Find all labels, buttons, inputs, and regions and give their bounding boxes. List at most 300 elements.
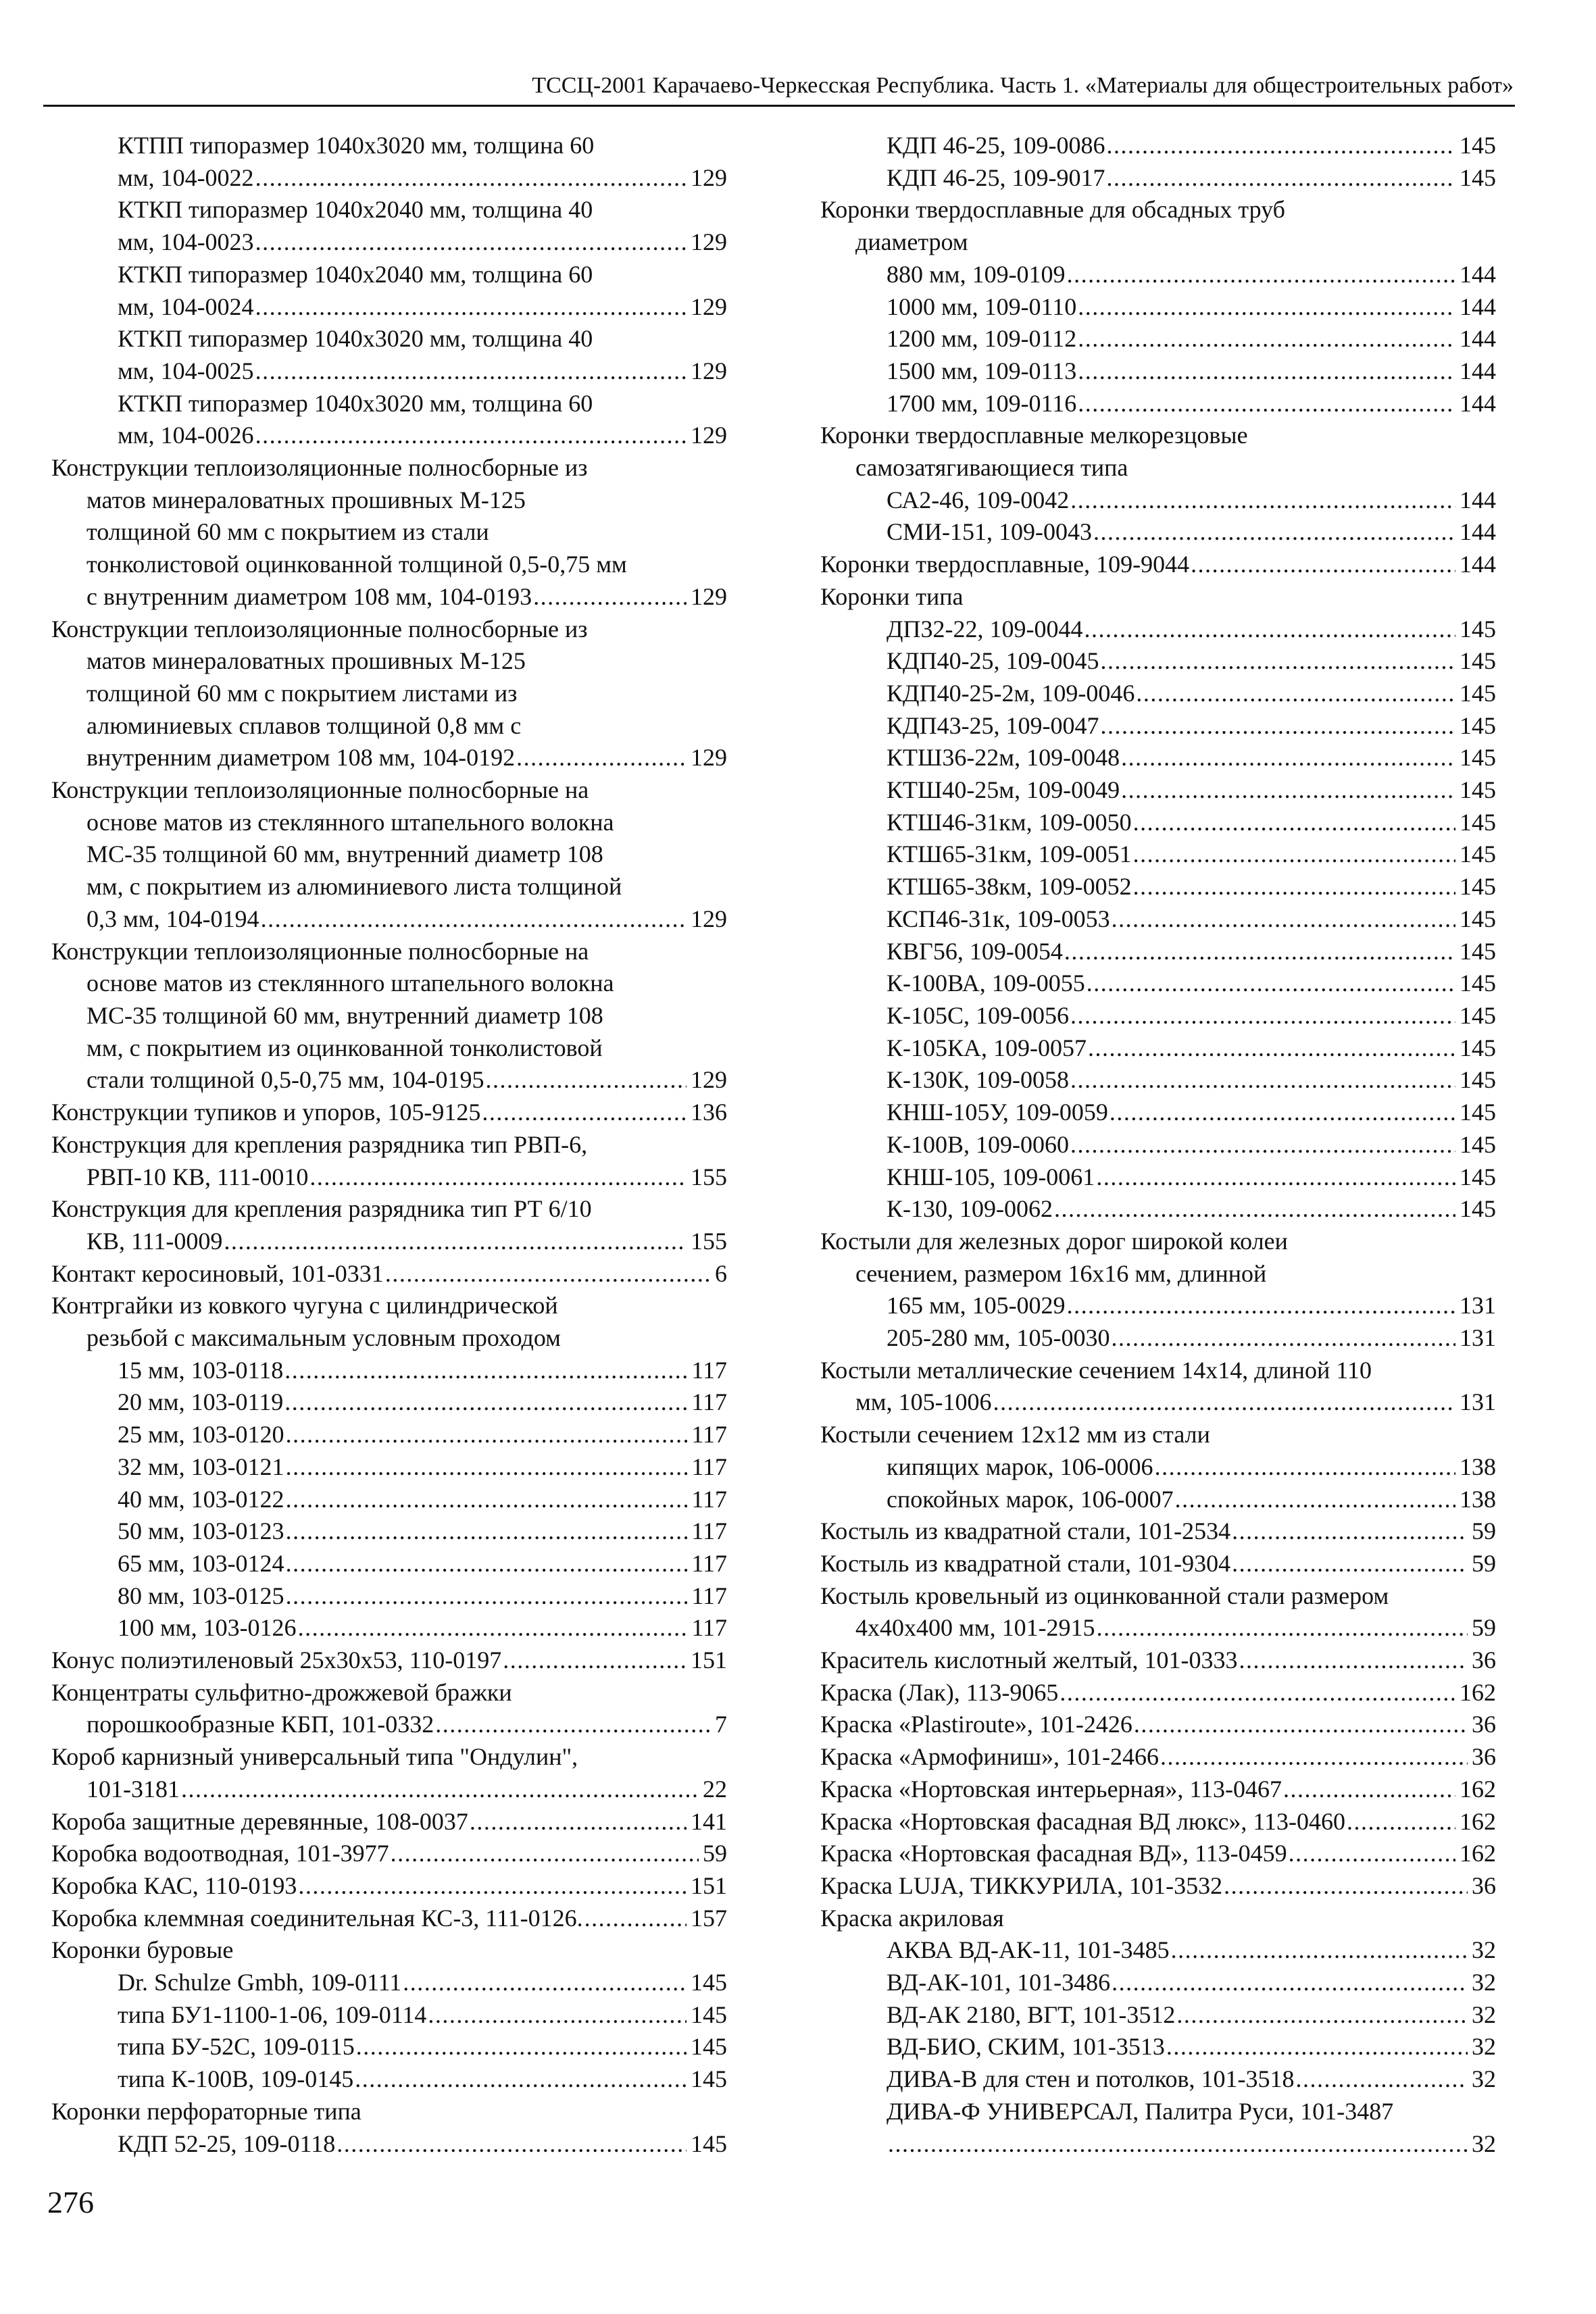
index-entry [51, 1806, 727, 1838]
index-page-ref: 145 [1460, 647, 1496, 675]
index-entry [820, 484, 1496, 517]
dot-leader [1087, 967, 1455, 1000]
dot-leader [255, 420, 687, 452]
index-entry [51, 1709, 727, 1741]
index-entry [820, 1806, 1496, 1838]
index-entry-label: КНШ-105, 109-0061 [887, 1163, 1095, 1190]
dot-leader [1070, 484, 1455, 517]
index-page-ref: 151 [691, 1646, 727, 1674]
index-page-ref: 145 [1460, 1163, 1496, 1190]
index-entry [820, 1644, 1496, 1677]
index-entry-label: 50 мм, 103-0123 [118, 1517, 284, 1545]
index-entry-label: 4х40х400 мм, 101-2915 [855, 1614, 1095, 1642]
index-heading: Конструкция для крепления разрядника тип РВП-6, [51, 1130, 588, 1158]
index-entry-label: 880 мм, 109-0109 [887, 260, 1066, 288]
dot-leader [255, 355, 687, 388]
index-entry [51, 742, 727, 774]
index-page-ref: 162 [1460, 1807, 1496, 1835]
index-heading: Коронки твердосплавные мелкорезцовые [820, 422, 1248, 449]
dot-leader [298, 1870, 687, 1903]
index-entry-label: Dr. Schulze Gmbh, 109-0111 [118, 1969, 402, 1996]
dot-leader [888, 2128, 1468, 2161]
index-entry-label: ВД-АК 2180, ВГТ, 101-3512 [887, 2001, 1176, 2028]
index-page-ref: 145 [1460, 1130, 1496, 1158]
index-entry-label: КДП 52-25, 109-0118 [118, 2130, 336, 2157]
index-entry-label: КДП43-25, 109-0047 [887, 711, 1099, 739]
dot-leader [286, 1484, 688, 1516]
index-page-ref: 32 [1472, 2001, 1496, 2028]
index-entry-label: КДП 46-25, 109-9017 [887, 164, 1105, 191]
dot-leader [356, 2031, 687, 2063]
dot-leader [286, 1548, 688, 1580]
index-page-ref: 145 [1460, 744, 1496, 772]
index-page-ref: 145 [1460, 970, 1496, 997]
index-entry-label: 1000 мм, 109-0110 [887, 293, 1077, 320]
dot-leader [1155, 1451, 1455, 1484]
index-entry-label: стали толщиной 0,5-0,75 мм, 104-0195 [86, 1066, 484, 1094]
index-entry-label: ДИВА-В для стен и потолков, 101-3518 [887, 2065, 1295, 2093]
index-page-ref: 162 [1460, 1840, 1496, 1867]
index-entry-label: АКВА ВД-АК-11, 101-3485 [887, 1936, 1170, 1964]
index-entry-label: Костыль из квадратной стали, 101-9304 [820, 1549, 1231, 1577]
index-page-ref: 32 [1472, 2033, 1496, 2061]
index-entry-label: КДП 46-25, 109-0086 [887, 132, 1105, 159]
index-entry [51, 1386, 727, 1419]
index-entry [820, 355, 1496, 388]
index-entry [51, 1903, 727, 1935]
index-entry-label: СА2-46, 109-0042 [887, 486, 1070, 513]
index-entry-label: КСП46-31к, 109-0053 [887, 905, 1110, 932]
index-page-ref: 145 [1460, 1099, 1496, 1126]
dot-leader [1289, 1838, 1455, 1870]
dot-leader [1093, 516, 1455, 549]
index-entry [51, 1548, 727, 1580]
dot-leader [1112, 1967, 1468, 1999]
index-page-ref: 117 [691, 1549, 727, 1577]
index-entry [820, 1322, 1496, 1355]
index-entry-label: Коробка водоотводная, 101-3977 [51, 1840, 389, 1867]
dot-leader [224, 1226, 687, 1258]
index-entry [51, 355, 727, 388]
index-page-ref: 162 [1460, 1678, 1496, 1706]
index-entry-label: 165 мм, 105-0029 [887, 1292, 1066, 1319]
index-entry [820, 1838, 1496, 1870]
index-heading: мм, с покрытием из оцинкованной тонколистовой [86, 1034, 603, 1061]
index-entry [820, 1129, 1496, 1161]
index-entry-label: мм, 104-0022 [118, 164, 254, 191]
index-entry-label: ДП32-22, 109-0044 [887, 615, 1083, 643]
index-heading: Костыли для железных дорог широкой колеи [820, 1227, 1288, 1255]
index-page-ref: 144 [1460, 551, 1496, 578]
index-page-ref: 151 [691, 1871, 727, 1899]
index-page-ref: 129 [691, 582, 727, 610]
index-page-ref: 145 [691, 2130, 727, 2157]
index-page-ref: 59 [1472, 1549, 1496, 1577]
index-entry [51, 1774, 727, 1806]
index-heading: Коронки перфораторные типа [51, 2097, 361, 2125]
dot-leader [482, 1097, 687, 1129]
index-page-ref: 129 [691, 905, 727, 932]
index-entry [51, 1064, 727, 1097]
dot-leader [1112, 903, 1455, 936]
index-page-ref: 36 [1472, 1711, 1496, 1738]
index-page-ref: 138 [1460, 1485, 1496, 1513]
index-page-ref: 32 [1472, 2065, 1496, 2093]
index-entry-label: Коробка КАС, 110-0193 [51, 1871, 297, 1899]
dot-leader [470, 1806, 687, 1838]
index-page-ref: 36 [1472, 1646, 1496, 1674]
index-page-ref: 117 [691, 1582, 727, 1609]
index-entry [51, 1451, 727, 1484]
dot-leader [1176, 1999, 1468, 2032]
index-entry-label: Конус полиэтиленовый 25х30х53, 110-0197 [51, 1646, 502, 1674]
index-page-ref: 129 [691, 293, 727, 320]
index-entry [51, 226, 727, 259]
index-heading: Конструкция для крепления разрядника тип РТ 6/10 [51, 1195, 592, 1223]
index-entry [820, 742, 1496, 774]
index-entry [820, 1515, 1496, 1548]
dot-leader [284, 1386, 687, 1419]
index-entry-label: 15 мм, 103-0118 [118, 1356, 284, 1384]
index-entry [820, 871, 1496, 903]
dot-leader [1121, 742, 1455, 774]
index-entry-label: типа БУ-52С, 109-0115 [118, 2033, 355, 2061]
index-entry-label: мм, 104-0023 [118, 228, 254, 256]
index-entry-label: К-130, 109-0062 [887, 1195, 1053, 1223]
index-entry [51, 1644, 727, 1677]
index-page-ref: 131 [1460, 1388, 1496, 1416]
index-page-ref: 144 [1460, 389, 1496, 417]
index-heading: диаметром [855, 228, 968, 256]
index-page-ref: 144 [1460, 518, 1496, 546]
index-entry-label: 65 мм, 103-0124 [118, 1549, 284, 1577]
index-entry [820, 1484, 1496, 1516]
index-entry [820, 549, 1496, 581]
index-entry-label: КДП40-25, 109-0045 [887, 647, 1099, 675]
index-entry [820, 323, 1496, 355]
index-entry [820, 516, 1496, 549]
index-heading: Коронки буровые [51, 1936, 234, 1964]
index-entry-label: Костыль из квадратной стали, 101-2534 [820, 1517, 1231, 1545]
index-entry-label: 100 мм, 103-0126 [118, 1614, 297, 1642]
index-page-ref: 144 [1460, 325, 1496, 353]
index-entry-label: 32 мм, 103-0121 [118, 1453, 284, 1480]
index-entry [820, 903, 1496, 936]
index-heading: КТПП типоразмер 1040х3020 мм, толщина 60 [118, 132, 595, 159]
dot-leader [1232, 1548, 1468, 1580]
index-heading: ДИВА-Ф УНИВЕРСАЛ, Палитра Руси, 101-3487 [887, 2097, 1394, 2125]
dot-leader [1070, 1064, 1455, 1097]
index-page-ref: 129 [691, 228, 727, 256]
index-heading: сечением, размером 16х16 мм, длинной [855, 1259, 1267, 1287]
index-entry-label: мм, 104-0026 [118, 422, 254, 449]
dot-leader [1078, 355, 1455, 388]
index-entry [820, 774, 1496, 807]
index-entry-label: КТШ46-31км, 109-0050 [887, 808, 1132, 836]
index-entry [820, 1000, 1496, 1032]
index-heading: Костыль кровельный из оцинкованной стали размером [820, 1582, 1389, 1609]
index-entry [51, 1967, 727, 1999]
dot-leader [286, 1515, 688, 1548]
index-entry-label: кипящих марок, 106-0006 [887, 1453, 1153, 1480]
index-entry [820, 1999, 1496, 2032]
index-page-ref: 145 [1460, 1001, 1496, 1029]
index-heading: основе матов из стеклянного штапельного волокна [86, 970, 614, 997]
index-entry-label: КТШ65-38км, 109-0052 [887, 873, 1132, 901]
index-entry-label: К-100ВА, 109-0055 [887, 970, 1085, 997]
index-entry [51, 2128, 727, 2161]
index-page-ref: 36 [1472, 1871, 1496, 1899]
header-rule [43, 105, 1515, 107]
dot-leader [355, 2063, 687, 2096]
dot-leader [993, 1386, 1455, 1419]
running-header: ТССЦ-2001 Карачаево-Черкесская Республика. Часть 1. «Материалы для общестроительных работ» [532, 73, 1514, 98]
dot-leader [385, 1258, 711, 1290]
dot-leader [533, 581, 687, 613]
index-page-ref: 129 [691, 1066, 727, 1094]
index-entry-label: Краска «Plastiroute», 101-2426 [820, 1711, 1132, 1738]
index-heading: мм, с покрытием из алюминиевого листа толщиной [86, 873, 622, 901]
index-page-ref: 59 [1472, 1517, 1496, 1545]
dot-leader [1232, 1515, 1468, 1548]
index-page-ref: 145 [1460, 711, 1496, 739]
dot-leader [181, 1774, 699, 1806]
dot-leader [1078, 291, 1455, 324]
index-page-ref: 145 [1460, 776, 1496, 804]
dot-leader [1134, 1709, 1468, 1741]
index-page-ref: 32 [1472, 2130, 1496, 2157]
index-page-ref: 145 [1460, 615, 1496, 643]
index-heading: Конструкции теплоизоляционные полносборные из [51, 615, 588, 643]
index-entry-label: ВД-БИО, СКИМ, 101-3513 [887, 2033, 1165, 2061]
index-entry-label: КТШ36-22м, 109-0048 [887, 744, 1120, 772]
index-heading: КТКП типоразмер 1040х2040 мм, толщина 60 [118, 260, 593, 288]
index-heading: Концентраты сульфитно-дрожжевой бражки [51, 1678, 512, 1706]
index-entry-label: 40 мм, 103-0122 [118, 1485, 284, 1513]
dot-leader [298, 1612, 688, 1644]
index-entry [820, 1548, 1496, 1580]
index-entry-label: К-105КА, 109-0057 [887, 1034, 1087, 1061]
index-entry [51, 420, 727, 452]
index-heading: Конструкции теплоизоляционные полносборные на [51, 937, 589, 965]
index-heading: Короб карнизный универсальный типа "Ондулин", [51, 1743, 578, 1771]
dot-leader [286, 1580, 688, 1613]
index-entry [820, 1097, 1496, 1129]
index-entry [51, 1258, 727, 1290]
dot-leader [1175, 1484, 1455, 1516]
index-entry [820, 1709, 1496, 1741]
index-page-ref: 155 [691, 1227, 727, 1255]
index-entry-label: мм, 104-0025 [118, 357, 254, 384]
dot-leader [1133, 838, 1455, 871]
dot-leader [1136, 678, 1455, 710]
index-page-ref: 59 [1472, 1614, 1496, 1642]
index-heading: резьбой с максимальным условным проходом [86, 1324, 561, 1352]
index-page-ref: 136 [691, 1099, 727, 1126]
index-page-ref: 129 [691, 164, 727, 191]
index-page-ref: 117 [691, 1421, 727, 1449]
index-entry [820, 645, 1496, 678]
index-page-ref: 145 [1460, 1066, 1496, 1094]
index-page-ref: 162 [1460, 1775, 1496, 1803]
index-page-ref: 22 [703, 1775, 727, 1803]
index-entry [51, 162, 727, 195]
index-heading: Краска акриловая [820, 1904, 1004, 1932]
index-entry-label: спокойных марок, 106-0007 [887, 1485, 1174, 1513]
index-page-ref: 144 [1460, 486, 1496, 513]
page-number: 276 [47, 2185, 94, 2219]
index-entry-label: Конструкции тупиков и упоров, 105-9125 [51, 1099, 481, 1126]
index-page-ref: 117 [691, 1453, 727, 1480]
index-entry [51, 1226, 727, 1258]
index-entry-label: внутренним диаметром 108 мм, 104-0192 [86, 744, 516, 772]
index-page-ref: 145 [1460, 132, 1496, 159]
index-entry [820, 1870, 1496, 1903]
dot-leader [1107, 162, 1455, 195]
index-heading: Контргайки из ковкого чугуна с цилиндрической [51, 1292, 558, 1319]
dot-leader [503, 1644, 687, 1677]
index-entry-label: 1200 мм, 109-0112 [887, 325, 1077, 353]
index-entry [51, 581, 727, 613]
index-entry [51, 1161, 727, 1194]
index-page-ref: 117 [691, 1485, 727, 1513]
index-heading: толщиной 60 мм с покрытием листами из [86, 679, 518, 707]
dot-leader [1160, 1741, 1468, 1774]
dot-leader [336, 2128, 687, 2161]
index-heading: Коронки твердосплавные для обсадных труб [820, 196, 1285, 224]
index-page-ref: 145 [1460, 1195, 1496, 1223]
dot-leader [1224, 1870, 1468, 1903]
index-entry [51, 1580, 727, 1613]
index-entry [820, 1064, 1496, 1097]
index-page-ref: 117 [691, 1356, 727, 1384]
index-page-ref: 155 [691, 1163, 727, 1190]
index-heading: КТКП типоразмер 1040х3020 мм, толщина 40 [118, 325, 593, 353]
index-entry [820, 710, 1496, 743]
index-heading: основе матов из стеклянного штапельного волокна [86, 808, 614, 836]
index-entry-label: КНШ-105У, 109-0059 [887, 1099, 1108, 1126]
dot-leader [1059, 1677, 1455, 1709]
index-heading: КТКП типоразмер 1040х3020 мм, толщина 60 [118, 389, 593, 417]
index-page-ref: 145 [1460, 873, 1496, 901]
dot-leader [1121, 774, 1455, 807]
index-entry [820, 2128, 1496, 2161]
index-page-ref: 138 [1460, 1453, 1496, 1480]
index-page-ref: 141 [691, 1807, 727, 1835]
dot-leader [1054, 1193, 1455, 1226]
dot-leader [1347, 1806, 1455, 1838]
dot-leader [584, 1903, 687, 1935]
dot-leader [1239, 1644, 1468, 1677]
index-entry [820, 1677, 1496, 1709]
dot-leader [1283, 1774, 1455, 1806]
index-page-ref: 157 [691, 1904, 727, 1932]
index-entry [820, 162, 1496, 195]
index-entry-label: мм, 104-0024 [118, 293, 254, 320]
index-heading: Костыли сечением 12х12 мм из стали [820, 1421, 1210, 1449]
index-entry-label: 101-3181 [86, 1775, 180, 1803]
index-entry [51, 1355, 727, 1387]
index-entry [820, 1934, 1496, 1967]
index-entry [820, 1386, 1496, 1419]
index-entry [51, 2063, 727, 2096]
index-entry [51, 1612, 727, 1644]
dot-leader [435, 1709, 711, 1741]
index-column-right [820, 130, 1496, 2160]
index-entry-label: КВГ56, 109-0054 [887, 937, 1063, 965]
dot-leader [1088, 1032, 1455, 1065]
index-entry-label: Контакт керосиновый, 101-0331 [51, 1259, 384, 1287]
index-heading: Коронки типа [820, 582, 964, 610]
index-heading: Костыли металлические сечением 14х14, длиной 110 [820, 1356, 1372, 1384]
index-page-ref: 145 [1460, 905, 1496, 932]
index-heading: матов минераловатных прошивных М-125 [86, 647, 526, 675]
index-entry [820, 1290, 1496, 1322]
dot-leader [1109, 1097, 1455, 1129]
dot-leader [428, 1999, 687, 2032]
index-entry [820, 936, 1496, 968]
index-page-ref: 145 [1460, 937, 1496, 965]
index-heading: Конструкции теплоизоляционные полносборные из [51, 454, 588, 482]
index-heading: МС-35 толщиной 60 мм, внутренний диаметр 108 [86, 840, 603, 868]
index-entry-label: с внутренним диаметром 108 мм, 104-0193 [86, 582, 532, 610]
index-column-left [51, 130, 727, 2160]
dot-leader [284, 1355, 687, 1387]
index-heading: тонколистовой оцинкованной толщиной 0,5-0,75 мм [86, 551, 627, 578]
index-page-ref: 145 [691, 2033, 727, 2061]
index-entry-label: СМИ-151, 109-0043 [887, 518, 1092, 546]
dot-leader [1166, 2031, 1468, 2063]
index-entry [820, 807, 1496, 839]
index-entry-label: Коробка клеммная соединительная КС-3, 111-0126. [51, 1904, 583, 1932]
index-page-ref: 144 [1460, 357, 1496, 384]
dot-leader [286, 1451, 688, 1484]
index-entry [51, 1515, 727, 1548]
dot-leader [516, 742, 687, 774]
index-entry-label: порошкообразные КБП, 101-0332 [86, 1711, 434, 1738]
dot-leader [1101, 645, 1455, 678]
index-page-ref: 7 [715, 1711, 727, 1738]
index-entry-label: Краска «Армофиниш», 101-2466 [820, 1743, 1159, 1771]
index-heading: Конструкции теплоизоляционные полносборные на [51, 776, 589, 804]
index-entry [820, 1774, 1496, 1806]
dot-leader [1064, 936, 1455, 968]
index-page-ref: 145 [1460, 1034, 1496, 1061]
dot-leader [485, 1064, 687, 1097]
index-page-ref: 145 [1460, 840, 1496, 868]
dot-leader [1070, 1000, 1455, 1032]
index-entry-label: 20 мм, 103-0119 [118, 1388, 284, 1416]
index-entry [820, 1967, 1496, 1999]
index-entry-label: 1700 мм, 109-0116 [887, 389, 1077, 417]
dot-leader [309, 1161, 687, 1194]
dot-leader [1171, 1934, 1468, 1967]
index-entry [820, 259, 1496, 291]
dot-leader [1133, 807, 1455, 839]
index-entry-label: К-130К, 109-0058 [887, 1066, 1069, 1094]
index-entry [51, 1419, 727, 1451]
dot-leader [1067, 1290, 1455, 1322]
index-page-ref: 36 [1472, 1743, 1496, 1771]
index-entry-label: К-105С, 109-0056 [887, 1001, 1069, 1029]
dot-leader [1112, 1322, 1455, 1355]
index-entry [51, 903, 727, 936]
index-page-ref: 129 [691, 357, 727, 384]
index-entry-label: 25 мм, 103-0120 [118, 1421, 284, 1449]
index-heading: толщиной 60 мм с покрытием из стали [86, 518, 489, 546]
index-entry-label: мм, 105-1006 [855, 1388, 992, 1416]
index-page-ref: 117 [691, 1614, 727, 1642]
